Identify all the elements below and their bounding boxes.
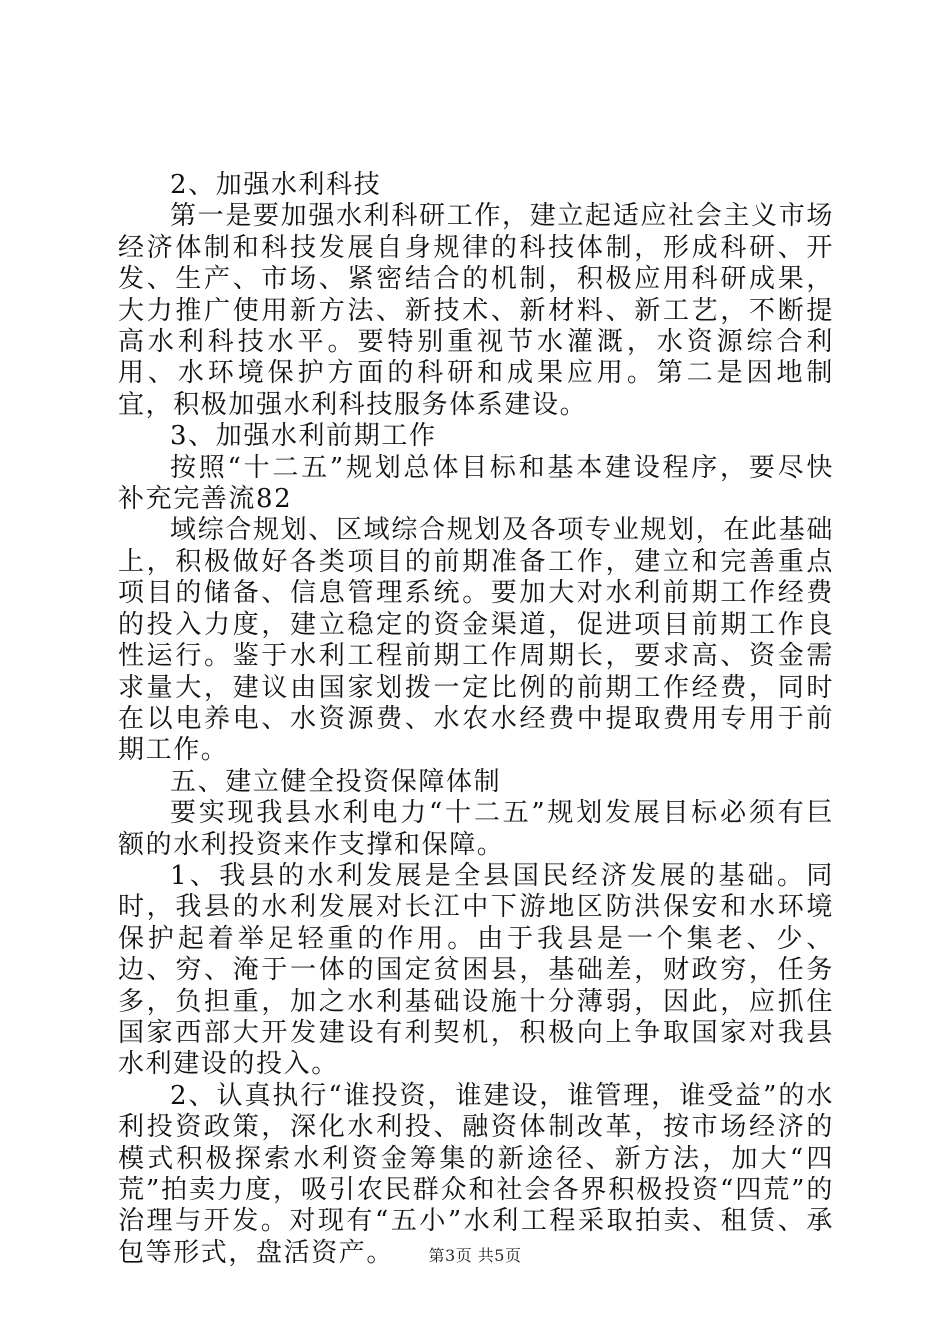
page-number-footer: 第3页 共5页 [428,1246,522,1265]
paragraph-planning-continued: 域综合规划、区域综合规划及各项专业规划，在此基础上，积极做好各类项目的前期准备工作，建立和完善重点项目的储备、信息管理系统。要加大对水利前期工作经费的投入力度，建立稳定的资金渠道，促进项目前期工作良性运行。鉴于水利工程前期工作周期长，要求高、资金需求量大，建议由国家划拨一定比例的前期工作经费，同时在以电养电、水资源费、水农水经费中提取费用专用于前期工作。 [118,515,834,766]
document-body [118,170,834,1269]
paragraph-investment-point-2: 2、认真执行“谁投资，谁建设，谁管理，谁受益”的水利投资政策，深化水利投、融资体制改革，按市场经济的模式积极探索水利资金筹集的新途径、新方法，加大“四荒”拍卖力度，吸引农民群众和社会各界积极投资“四荒”的治理与开发。对现有“五小”水利工程采取拍卖、租赁、承包等形式，盘活资产。 [118,1080,834,1268]
section-heading-investment: 五、建立健全投资保障体制 [170,766,502,797]
section-heading-preliminary-work: 3、加强水利前期工作 [170,421,437,452]
paragraph-water-tech: 第一是要加强水利科研工作，建立起适应社会主义市场经济体制和科技发展自身规律的科技体制，形成科研、开发、生产、市场、紧密结合的机制，积极应用科研成果，大力推广使用新方法、新技术、新材料、新工艺，不断提高水利科技水平。要特别重视节水灌溉，水资源综合利用、水环境保护方面的科研和成果应用。第二是因地制宜，积极加强水利科技服务体系建设。 [118,201,834,420]
paragraph-planning: 按照“十二五”规划总体目标和基本建设程序，要尽快补充完善流82 [118,452,834,515]
section-heading-water-tech: 2、加强水利科技 [170,170,382,200]
paragraph-investment-intro: 要实现我县水利电力“十二五”规划发展目标必须有巨额的水利投资来作支撑和保障。 [118,798,834,860]
paragraph-investment-point-1: 1、我县的水利发展是全县国民经济发展的基础。同时，我县的水利发展对长江中下游地区防洪保安和水环境保护起着举足轻重的作用。由于我县是一个集老、少、边、穷、淹于一体的国定贫困县，基础差，财政穷，任务多，负担重，加之水利基础设施十分薄弱，因此，应抓住国家西部大开发建设有利契机，积极向上争取国家对我县水利建设的投入。 [118,860,834,1080]
